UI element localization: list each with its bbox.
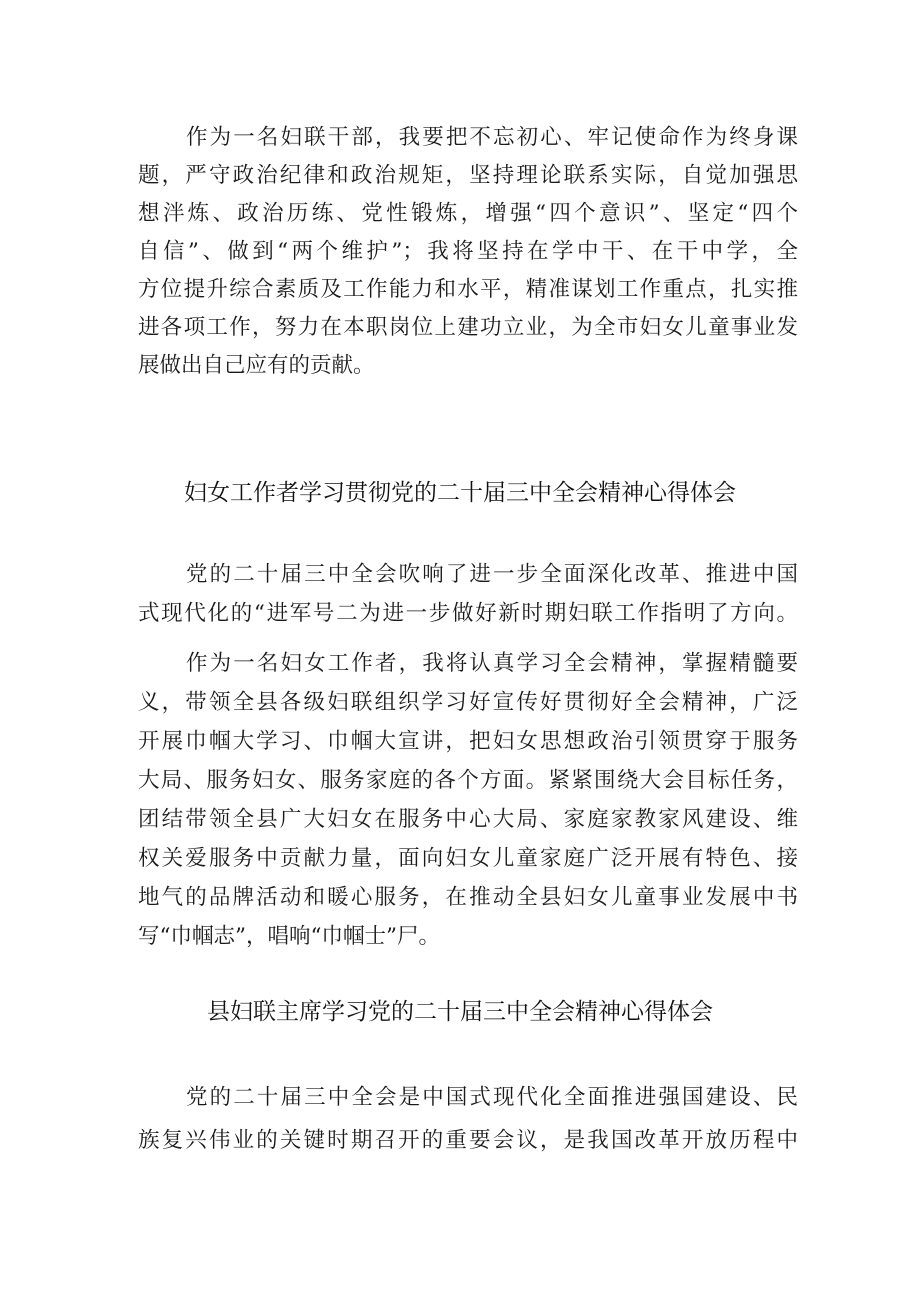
section-heading: 妇女工作者学习贯彻党的二十届三中全会精神心得体会 [184, 480, 736, 506]
paragraph-line: 族复兴伟业的关键时期召开的重要会议，是我国改革开放历程中 [138, 1128, 798, 1153]
paragraph-line: 式现代化的“进军号二为进一步做好新时期妇联工作指明了方向。 [138, 601, 798, 626]
paragraph-line: 题，严守政治纪律和政治规矩，坚持理论联系实际，自觉加强思 [138, 163, 798, 188]
paragraph-line: 开展巾帼大学习、巾帼大宣讲，把妇女思想政治引领贯穿于服务 [138, 729, 798, 754]
paragraph-line: 写“巾帼志”，唱响“巾帼士”尸。 [138, 924, 440, 949]
paragraph-line: 作为一名妇联干部，我要把不忘初心、牢记使命作为终身课 [186, 125, 798, 150]
paragraph-line: 展做出自己应有的贡献。 [138, 353, 375, 378]
paragraph-line: 义，带领全县各级妇联组织学习好宣传好贯彻好全会精神，广泛 [138, 690, 798, 715]
paragraph-line: 方位提升综合素质及工作能力和水平，精准谋划工作重点，扎实推 [138, 277, 798, 302]
paragraph-line: 权关爱服务中贡献力量，面向妇女儿童家庭广泛开展有特色、接 [138, 846, 798, 871]
paragraph-line: 大局、服务妇女、服务家庭的各个方面。紧紧围绕大会目标任务， [138, 768, 798, 793]
paragraph-line: 团结带领全县广大妇女在服务中心大局、家庭家教家风建设、维 [138, 807, 798, 832]
paragraph-line: 想泮炼、政治历练、党性锻炼，增强“四个意识”、坚定“四个 [138, 201, 798, 226]
paragraph-line: 党的二十届三中全会是中国式现代化全面推进强国建设、民 [186, 1085, 798, 1110]
paragraph-line: 党的二十届三中全会吹响了进一步全面深化改革、推进中国 [186, 562, 798, 587]
paragraph-line: 作为一名妇女工作者，我将认真学习全会精神，掌握精髓要 [186, 651, 798, 676]
section-heading: 县妇联主席学习党的二十届三中全会精神心得体会 [207, 999, 713, 1025]
paragraph-line: 地气的品牌活动和暖心服务，在推动全县妇女儿童事业发展中书 [138, 885, 798, 910]
paragraph-line: 进各项工作，努力在本职岗位上建功立业，为全市妇女儿童事业发 [138, 315, 798, 340]
paragraph-line: 自信”、做到“两个维护”；我将坚持在学中干、在干中学，全 [138, 239, 798, 264]
